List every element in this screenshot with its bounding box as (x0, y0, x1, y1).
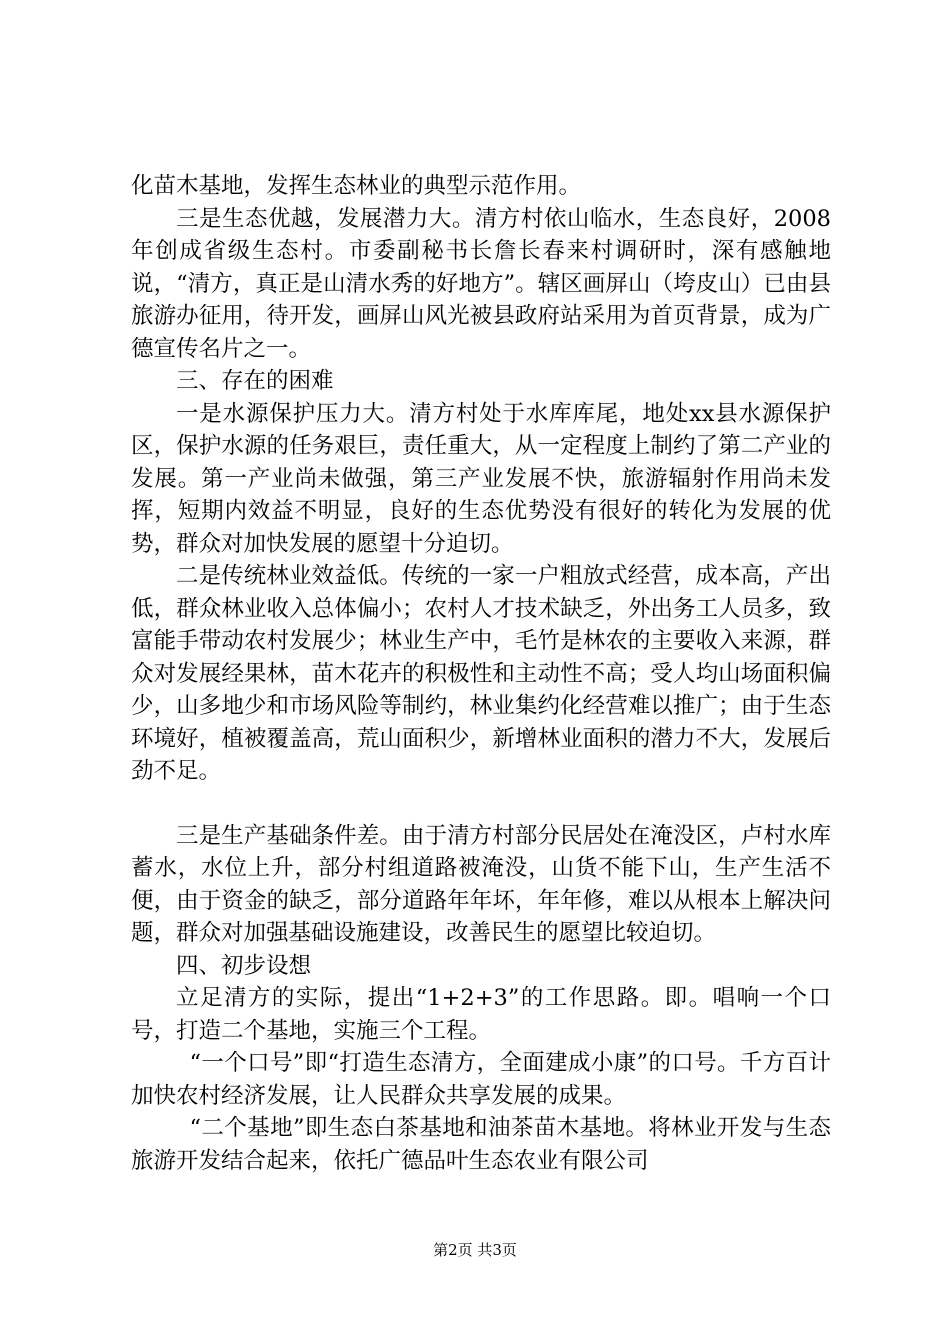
document-body (131, 170, 831, 1177)
paragraph-two-bases: “二个基地”即生态白茶基地和油茶苗木基地。将林业开发与生态旅游开发结合起来，依托广德品叶生态农业有限公司 (131, 1115, 831, 1174)
paragraph-continuation: 化苗木基地，发挥生态林业的典型示范作用。 (131, 173, 582, 199)
paragraph-water-protection: 一是水源保护压力大。清方村处于水库库尾，地处xx县水源保护区，保护水源的任务艰巨，责任重大，从一定程度上制约了第二产业的发展。第一产业尚未做强，第三产业发展不快，旅游辐射作用尚未发挥，短期内效益不明显，良好的生态优势没有很好的转化为发展的优势，群众对加快发展的愿望十分迫切。 (131, 400, 831, 557)
paragraph-forestry-low-benefit: 二是传统林业效益低。传统的一家一户粗放式经营，成本高，产出低，群众林业收入总体偏小；农村人才技术缺乏，外出务工人员多，致富能手带动农村发展少；林业生产中，毛竹是林农的主要收入来源，群众对发展经果林，苗木花卉的积极性和主动性不高；受人均山场面积偏少，山多地少和市场风险等制约，林业集约化经营难以推广；由于生态环境好，植被覆盖高，荒山面积少，新增林业面积的潜力不大，发展后劲不足。 (131, 563, 831, 784)
paragraph-infrastructure: 三是生产基础条件差。由于清方村部分民居处在淹没区，卢村水库蓄水，水位上升，部分村组道路被淹没，山货不能下山，生产生活不便，由于资金的缺乏，部分道路年年坏，年年修，难以从根本上解决问题，群众对加强基础设施建设，改善民生的愿望比较迫切。 (131, 822, 831, 946)
section-heading-initial-ideas: 四、初步设想 (176, 952, 312, 979)
section-heading-difficulties: 三、存在的困难 (176, 368, 334, 394)
paragraph-ecology-advantage: 三是生态优越，发展潜力大。清方村依山临水，生态良好，2008年创成省级生态村。市委副秘书长詹长春来村调研时，深有感触地说，“清方，真正是山清水秀的好地方”。辖区画屏山（垮皮山）已由县旅游办征用，待开发，画屏山风光被县政府站采用为首页背景，成为广德宣传名片之一。 (131, 205, 831, 362)
paragraph-gap (131, 788, 831, 820)
paragraph-one-slogan: “一个口号”即“打造生态清方，全面建成小康”的口号。千方百计加快农村经济发展，让人民群众共享发展的成果。 (131, 1050, 831, 1109)
page-footer: 第2页 共3页 (433, 1241, 517, 1259)
paragraph-work-approach: 立足清方的实际，提出“1+2+3”的工作思路。即。唱响一个口号，打造二个基地，实施三个工程。 (131, 985, 831, 1044)
